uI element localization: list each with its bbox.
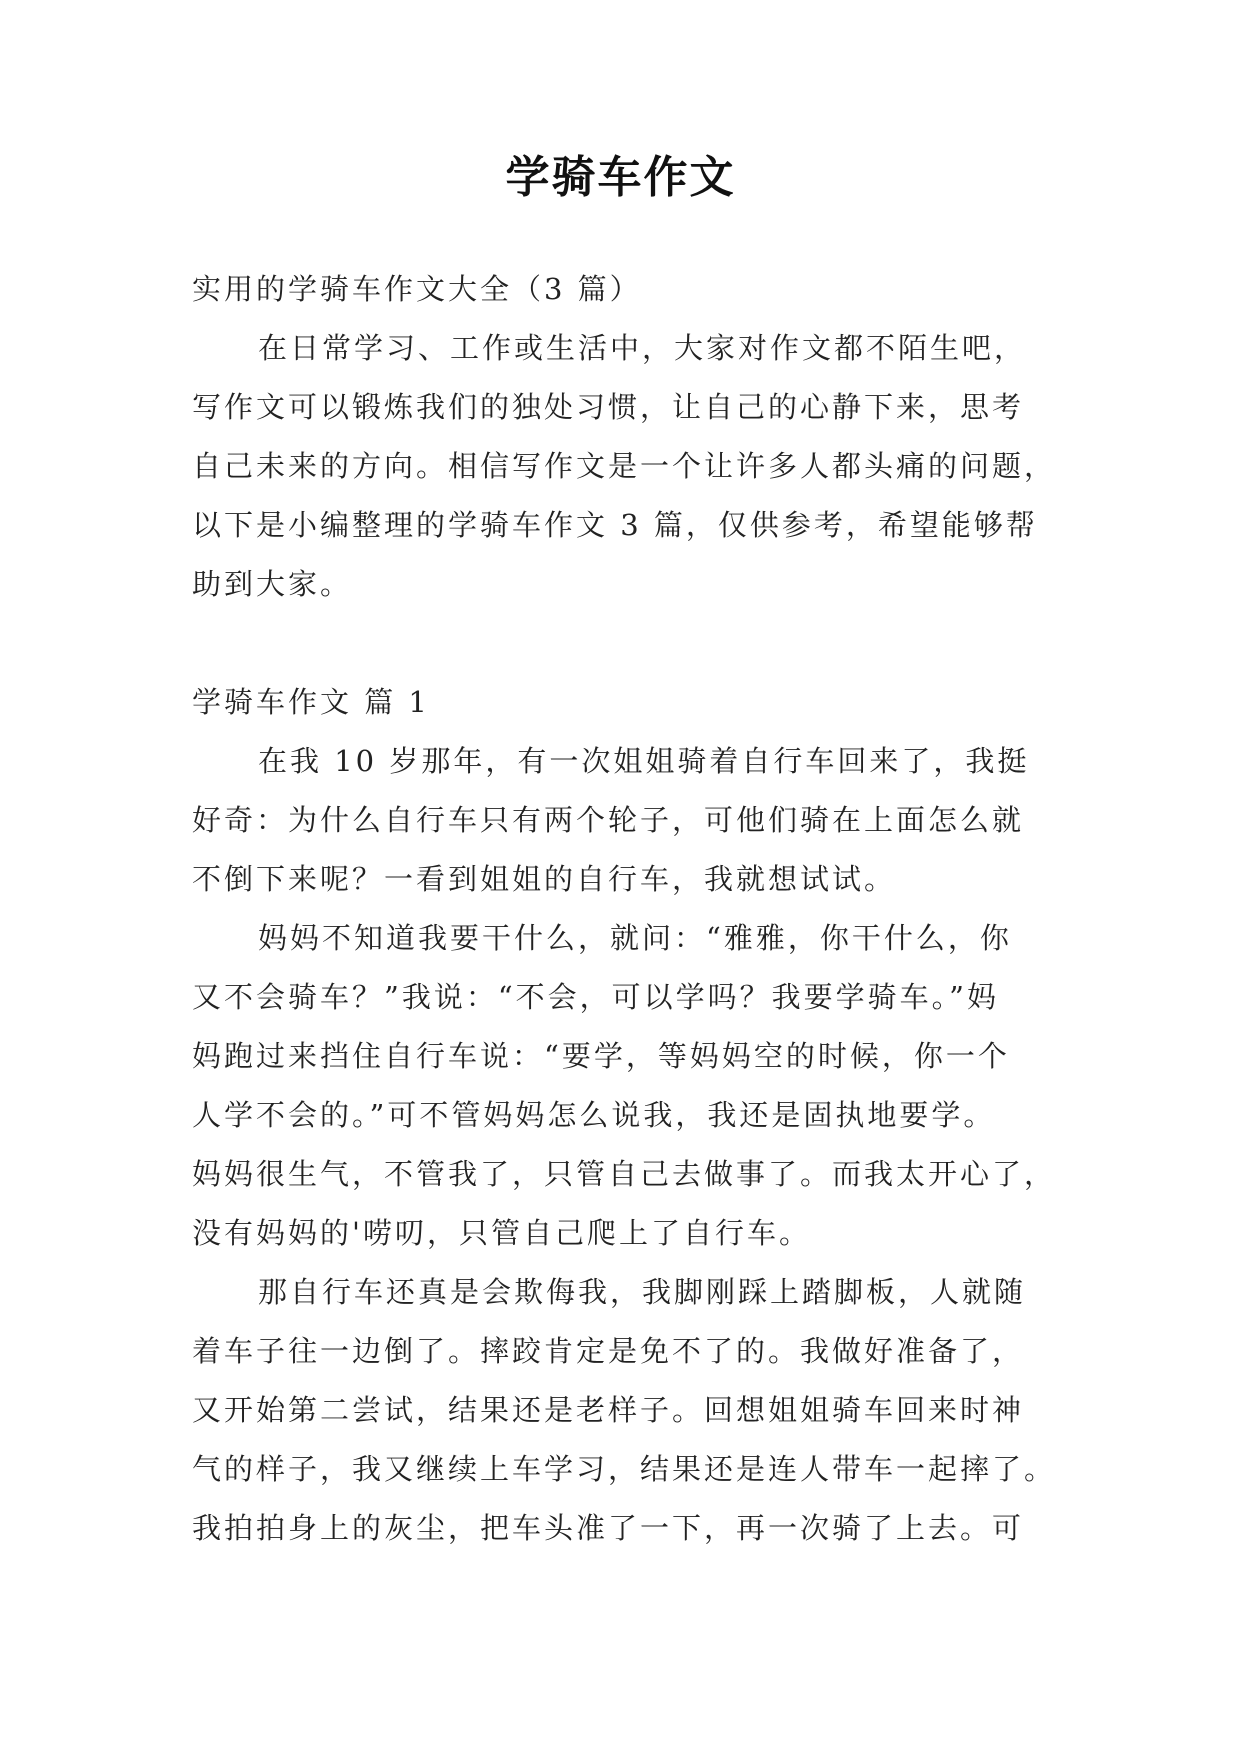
paragraph-line: 那自行车还真是会欺侮我，我脚刚踩上踏脚板，人就随 — [258, 1275, 1027, 1309]
paragraph-line: 不倒下来呢？一看到姐姐的自行车，我就想试试。 — [192, 862, 897, 896]
paragraph-line: 写作文可以锻炼我们的独处习惯，让自己的心静下来，思考 — [192, 390, 1025, 424]
paragraph-line: 在日常学习、工作或生活中，大家对作文都不陌生吧， — [258, 331, 1027, 365]
intro-paragraph — [192, 319, 1057, 614]
paragraph-line: 自己未来的方向。相信写作文是一个让许多人都头痛的问题， — [192, 449, 1057, 483]
document-body — [192, 260, 1057, 1558]
section-heading: 学骑车作文 篇 1 — [192, 685, 430, 719]
paragraph-line: 气的样子，我又继续上车学习，结果还是连人带车一起摔了。 — [192, 1452, 1057, 1486]
document-title: 学骑车作文 — [505, 152, 736, 203]
document-subtitle: 实用的学骑车作文大全（3 篇） — [192, 272, 642, 306]
paragraph-line: 好奇：为什么自行车只有两个轮子，可他们骑在上面怎么就 — [192, 803, 1025, 837]
section-spacer — [192, 614, 1052, 673]
paragraph-line: 又不会骑车？”我说：“不会，可以学吗？我要学骑车。”妈 — [192, 980, 999, 1014]
story-paragraph-3 — [192, 1263, 1057, 1558]
paragraph-line: 人学不会的。”可不管妈妈怎么说我，我还是固执地要学。 — [192, 1098, 996, 1132]
paragraph-line: 没有妈妈的'唠叨，只管自己爬上了自行车。 — [192, 1216, 811, 1250]
paragraph-line: 又开始第二尝试，结果还是老样子。回想姐姐骑车回来时神 — [192, 1393, 1025, 1427]
paragraph-line: 以下是小编整理的学骑车作文 3 篇，仅供参考，希望能够帮 — [192, 508, 1038, 542]
paragraph-line: 妈跑过来挡住自行车说：“要学，等妈妈空的时候，你一个 — [192, 1039, 1010, 1073]
paragraph-line: 在我 10 岁那年，有一次姐姐骑着自行车回来了，我挺 — [258, 744, 1030, 778]
paragraph-line: 妈妈不知道我要干什么，就问：“雅雅，你干什么，你 — [258, 921, 1012, 955]
paragraph-line: 着车子往一边倒了。摔跤肯定是免不了的。我做好准备了， — [192, 1334, 1025, 1368]
paragraph-line: 我拍拍身上的灰尘，把车头准了一下，再一次骑了上去。可 — [192, 1511, 1025, 1545]
story-paragraph-2 — [192, 909, 1057, 1263]
paragraph-line: 助到大家。 — [192, 567, 353, 601]
story-paragraph-1 — [192, 732, 1052, 909]
paragraph-line: 妈妈很生气，不管我了，只管自己去做事了。而我太开心了， — [192, 1157, 1057, 1191]
